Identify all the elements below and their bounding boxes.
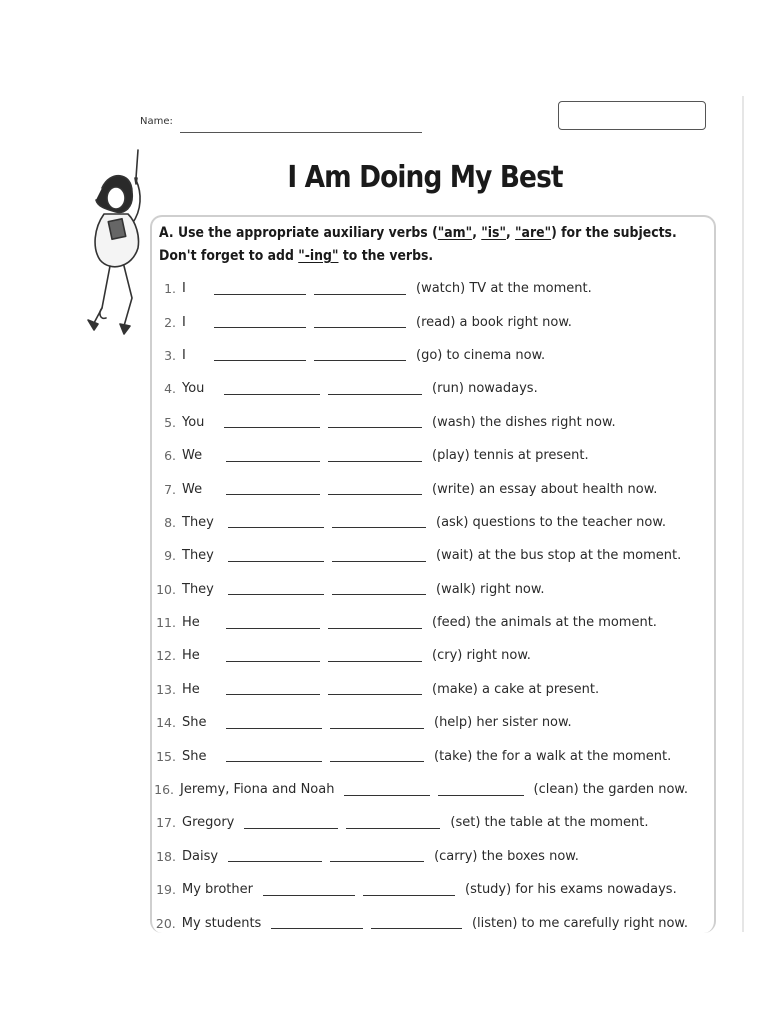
- worksheet-title: I Am Doing My Best: [287, 160, 563, 195]
- auxiliary-blank[interactable]: [224, 426, 320, 428]
- item-prompt: (cry) right now.: [432, 648, 531, 664]
- item-prompt: (wait) at the bus stop at the moment.: [436, 548, 682, 564]
- item-prompt: (write) an essay about health now.: [432, 481, 658, 497]
- name-field[interactable]: [140, 114, 422, 136]
- verb-blank[interactable]: [328, 426, 422, 428]
- item-number: 1.: [164, 281, 176, 297]
- exercise-item: [148, 573, 688, 606]
- item-subject: She: [182, 715, 207, 731]
- item-prompt: (walk) right now.: [436, 581, 545, 597]
- item-subject: Daisy: [182, 848, 219, 864]
- item-prompt: (ask) questions to the teacher now.: [436, 514, 666, 530]
- aux-am: "am": [437, 225, 473, 241]
- item-number: 6.: [164, 448, 176, 464]
- item-number: 5.: [164, 414, 176, 430]
- auxiliary-blank[interactable]: [226, 627, 320, 629]
- auxiliary-blank[interactable]: [263, 894, 355, 896]
- item-subject: He: [182, 615, 200, 631]
- exercise-item: [148, 840, 688, 873]
- item-subject: They: [182, 581, 214, 597]
- auxiliary-blank[interactable]: [228, 860, 322, 862]
- item-prompt: (read) a book right now.: [416, 314, 572, 330]
- verb-blank[interactable]: [314, 293, 406, 295]
- auxiliary-blank[interactable]: [224, 393, 320, 395]
- verb-blank[interactable]: [438, 794, 524, 796]
- exercise-item: [148, 873, 688, 906]
- exercise-item: [148, 406, 688, 439]
- item-subject: I: [182, 347, 186, 363]
- item-prompt: (feed) the animals at the moment.: [432, 615, 657, 631]
- exercise-item: [148, 339, 688, 372]
- exercise-item: [148, 272, 688, 305]
- instructions: [159, 222, 709, 268]
- aux-is: "is": [481, 225, 506, 241]
- ing-suffix: "-ing": [298, 248, 339, 264]
- verb-blank[interactable]: [314, 326, 406, 328]
- score-box[interactable]: [558, 101, 706, 130]
- item-subject: You: [182, 414, 205, 430]
- verb-blank[interactable]: [330, 727, 424, 729]
- item-subject: I: [182, 314, 186, 330]
- item-number: 2.: [164, 314, 176, 330]
- exercise-item: [148, 506, 688, 539]
- item-prompt: (wash) the dishes right now.: [432, 414, 616, 430]
- item-number: 20.: [155, 915, 176, 931]
- item-number: 16.: [154, 782, 175, 798]
- item-subject: He: [182, 681, 200, 697]
- item-prompt: (help) her sister now.: [434, 715, 572, 731]
- auxiliary-blank[interactable]: [226, 727, 322, 729]
- item-prompt: (play) tennis at present.: [432, 448, 589, 464]
- aux-are: "are": [515, 225, 552, 241]
- exercise-item: [148, 806, 688, 839]
- item-number: 4.: [164, 381, 176, 397]
- auxiliary-blank[interactable]: [226, 760, 322, 762]
- exercise-item: [148, 439, 688, 472]
- name-label: Name:: [140, 116, 173, 127]
- item-subject: He: [182, 648, 200, 664]
- verb-blank[interactable]: [371, 927, 462, 929]
- auxiliary-blank[interactable]: [244, 827, 338, 829]
- verb-blank[interactable]: [328, 393, 422, 395]
- item-subject: We: [182, 481, 203, 497]
- exercise-item: [148, 673, 688, 706]
- item-number: 11.: [156, 615, 176, 631]
- item-subject: I: [182, 281, 186, 297]
- item-subject: You: [182, 381, 205, 397]
- verb-blank[interactable]: [332, 526, 426, 528]
- item-number: 18.: [156, 848, 176, 864]
- verb-blank[interactable]: [328, 693, 422, 695]
- name-underline[interactable]: [180, 132, 422, 133]
- verb-blank[interactable]: [332, 560, 426, 562]
- auxiliary-blank[interactable]: [214, 326, 306, 328]
- exercise-item: [148, 906, 688, 939]
- auxiliary-blank[interactable]: [226, 460, 320, 462]
- item-number: 15.: [156, 748, 176, 764]
- item-subject: My brother: [182, 882, 253, 898]
- auxiliary-blank[interactable]: [228, 593, 324, 595]
- instructions-sep2: ,: [505, 225, 516, 241]
- item-prompt: (carry) the boxes now.: [434, 848, 579, 864]
- verb-blank[interactable]: [346, 827, 440, 829]
- item-number: 10.: [156, 581, 176, 597]
- item-number: 7.: [164, 481, 176, 497]
- item-number: 8.: [164, 514, 176, 530]
- item-subject: They: [182, 514, 214, 530]
- verb-blank[interactable]: [330, 760, 424, 762]
- exercise-item: [148, 773, 688, 806]
- item-number: 19.: [156, 882, 176, 898]
- item-number: 14.: [156, 715, 176, 731]
- auxiliary-blank[interactable]: [271, 927, 362, 929]
- item-number: 3.: [164, 347, 176, 363]
- page-edge-divider: [742, 96, 744, 932]
- item-number: 17.: [156, 815, 176, 831]
- exercise-list: [148, 272, 688, 940]
- verb-blank[interactable]: [363, 894, 455, 896]
- exercise-item: [148, 639, 688, 672]
- auxiliary-blank[interactable]: [226, 693, 320, 695]
- item-prompt: (study) for his exams nowadays.: [465, 882, 677, 898]
- auxiliary-blank[interactable]: [214, 359, 306, 361]
- auxiliary-blank[interactable]: [214, 293, 306, 295]
- exercise-item: [148, 706, 688, 739]
- item-subject: We: [182, 448, 203, 464]
- instructions-sep1: ,: [472, 225, 482, 241]
- item-subject: My students: [181, 915, 262, 931]
- verb-blank[interactable]: [332, 593, 426, 595]
- item-prompt: (clean) the garden now.: [533, 782, 688, 798]
- auxiliary-blank[interactable]: [226, 493, 320, 495]
- item-subject: She: [182, 748, 207, 764]
- item-number: 9.: [164, 548, 176, 564]
- verb-blank[interactable]: [314, 359, 406, 361]
- verb-blank[interactable]: [328, 493, 422, 495]
- item-prompt: (make) a cake at present.: [432, 681, 600, 697]
- item-prompt: (watch) TV at the moment.: [416, 281, 592, 297]
- item-number: 12.: [156, 648, 176, 664]
- verb-blank[interactable]: [330, 860, 424, 862]
- item-prompt: (listen) to me carefully right now.: [471, 915, 688, 931]
- exercise-item: [148, 305, 688, 338]
- instructions-suffix: to the verbs.: [338, 248, 434, 264]
- exercise-item: [148, 372, 688, 405]
- instructions-prefix: A. Use the appropriate auxiliary verbs (: [159, 225, 438, 241]
- exercise-item: [148, 539, 688, 572]
- exercise-item: [148, 606, 688, 639]
- item-subject: They: [182, 548, 214, 564]
- instructions-mid: ) for the subjects. Don't forget to add: [159, 225, 677, 264]
- auxiliary-blank[interactable]: [228, 526, 324, 528]
- auxiliary-blank[interactable]: [344, 794, 430, 796]
- item-prompt: (set) the table at the moment.: [450, 815, 649, 831]
- item-number: 13.: [156, 681, 176, 697]
- auxiliary-blank[interactable]: [228, 560, 324, 562]
- item-prompt: (go) to cinema now.: [416, 347, 546, 363]
- exercise-item: [148, 739, 688, 772]
- item-subject: Gregory: [182, 815, 235, 831]
- item-subject: Jeremy, Fiona and Noah: [180, 782, 335, 798]
- exercise-item: [148, 472, 688, 505]
- item-prompt: (run) nowadays.: [432, 381, 538, 397]
- auxiliary-blank[interactable]: [226, 660, 320, 662]
- verb-blank[interactable]: [328, 627, 422, 629]
- verb-blank[interactable]: [328, 460, 422, 462]
- verb-blank[interactable]: [328, 660, 422, 662]
- item-prompt: (take) the for a walk at the moment.: [434, 748, 672, 764]
